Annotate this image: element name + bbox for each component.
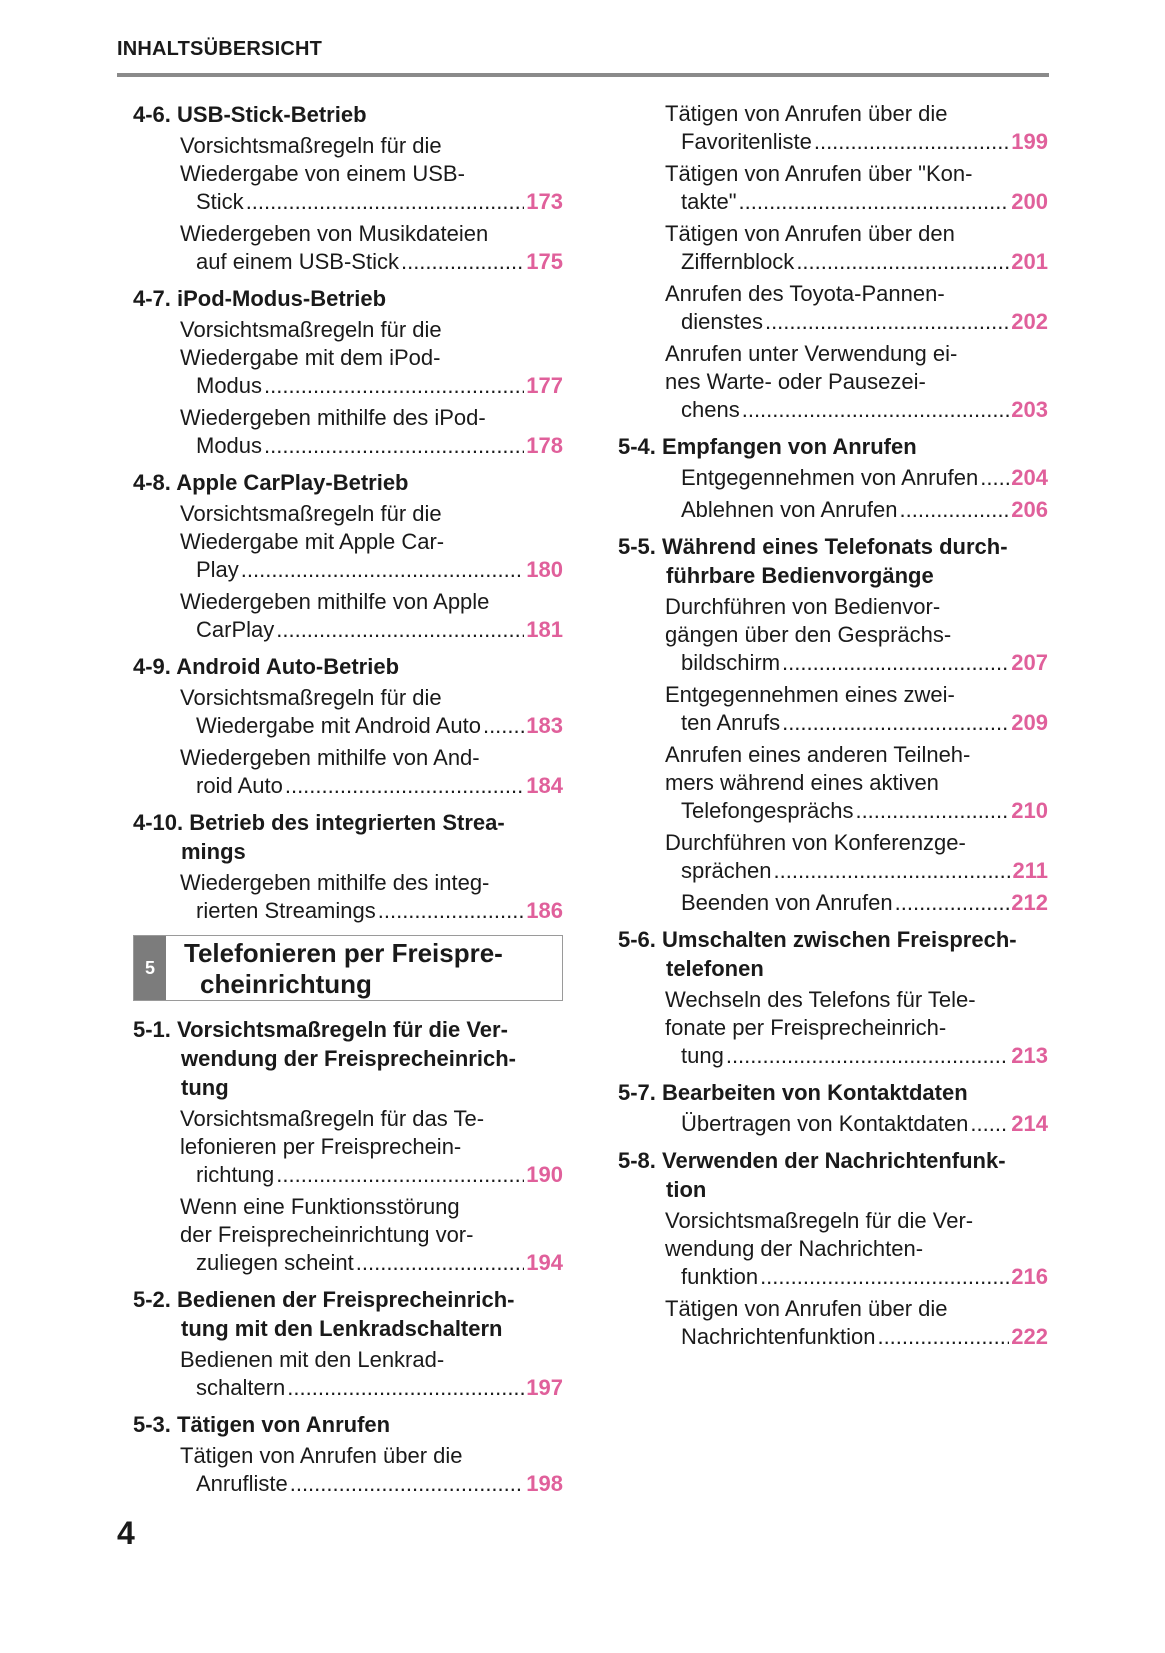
toc-entry[interactable]: [618, 280, 1048, 336]
section-title-line: 5-1. Vorsichtsmaßregeln für die Ver-: [133, 1017, 508, 1042]
leader-dots: [782, 649, 1009, 677]
entry-text: Stick: [196, 189, 244, 214]
toc-entry[interactable]: [133, 588, 563, 644]
toc-entry[interactable]: [618, 496, 1048, 524]
entry-text: Wiedergabe mit Android Auto: [196, 713, 481, 738]
page-number-link[interactable]: 216: [1011, 1264, 1048, 1289]
page-number-link[interactable]: 214: [1011, 1111, 1048, 1136]
entry-text: Beenden von Anrufen: [681, 890, 893, 915]
page-number-link[interactable]: 194: [526, 1250, 563, 1275]
page-number-link[interactable]: 184: [526, 773, 563, 798]
entry-text: Bedienen mit den Lenkrad-: [180, 1347, 445, 1372]
entry-text: Tätigen von Anrufen über den: [665, 221, 955, 246]
section-heading-5-2[interactable]: [133, 1285, 563, 1343]
toc-entry[interactable]: [133, 404, 563, 460]
entry-text: dienstes: [681, 309, 763, 334]
page-number-link[interactable]: 222: [1011, 1324, 1048, 1349]
toc-entry[interactable]: [618, 1207, 1048, 1291]
entry-text: Vorsichtsmaßregeln für die: [180, 317, 442, 342]
entry-text: Vorsichtsmaßregeln für das Te-: [180, 1106, 485, 1131]
entry-text: Favoritenliste: [681, 129, 812, 154]
entry-text: Wiedergeben mithilfe von And-: [180, 745, 480, 770]
page-number-link[interactable]: 190: [526, 1162, 563, 1187]
leader-dots: [483, 712, 524, 740]
section-heading-4-10[interactable]: [133, 808, 563, 866]
entry-text: nes Warte- oder Pausezei-: [665, 369, 926, 394]
entry-text: takte": [681, 189, 737, 214]
toc-entry[interactable]: [133, 316, 563, 400]
header-divider: [117, 73, 1049, 77]
page-number-link[interactable]: 177: [526, 373, 563, 398]
entry-text: Wiedergeben mithilfe des iPod-: [180, 405, 486, 430]
entry-text: Modus: [196, 373, 263, 398]
entry-text: Anrufliste: [196, 1471, 288, 1496]
chapter-title-line: Telefonieren per Freispre-: [184, 938, 503, 968]
section-heading-4-8[interactable]: 4-8. Apple CarPlay-Betrieb: [133, 470, 409, 495]
leader-dots: [774, 857, 1011, 885]
leader-dots: [855, 797, 1009, 825]
leader-dots: [796, 248, 1009, 276]
page-number-link[interactable]: 212: [1011, 890, 1048, 915]
toc-entry[interactable]: [133, 1442, 563, 1498]
entry-text: richtung: [196, 1162, 275, 1187]
toc-entry[interactable]: [133, 132, 563, 216]
toc-entry[interactable]: [133, 744, 563, 800]
entry-text: funktion: [681, 1264, 759, 1289]
toc-entry[interactable]: [133, 1346, 563, 1402]
entry-text: Wenn eine Funktionsstörung: [180, 1194, 460, 1219]
section-heading-5-5[interactable]: [618, 532, 1048, 590]
section-title-line: mings: [181, 839, 246, 864]
toc-entry[interactable]: [618, 986, 1048, 1070]
page-number-link[interactable]: 211: [1012, 858, 1048, 883]
toc-entry[interactable]: [133, 1105, 563, 1189]
entry-text: Wiedergeben mithilfe von Apple: [180, 589, 490, 614]
leader-dots: [739, 188, 1010, 216]
entry-text: Vorsichtsmaßregeln für die: [180, 685, 442, 710]
leader-dots: [765, 308, 1009, 336]
entry-text: fonate per Freisprecheinrich-: [665, 1015, 947, 1040]
entry-text: Anrufen des Toyota-Pannen-: [665, 281, 945, 306]
section-title-line: tung: [181, 1075, 229, 1100]
entry-text: Durchführen von Bedienvor-: [665, 594, 941, 619]
toc-entry[interactable]: [618, 160, 1048, 216]
entry-text: Wiedergabe von einem USB-: [180, 161, 465, 186]
entry-text: Entgegennehmen eines zwei-: [665, 682, 955, 707]
leader-dots: [241, 556, 524, 584]
toc-entry[interactable]: [133, 220, 563, 276]
entry-text: Tätigen von Anrufen über die: [180, 1443, 463, 1468]
entry-text: tung: [681, 1043, 724, 1068]
page-number-link[interactable]: 200: [1011, 189, 1048, 214]
toc-entry[interactable]: [618, 681, 1048, 737]
section-heading-5-1[interactable]: [133, 1015, 563, 1102]
entry-text: roid Auto: [196, 773, 283, 798]
entry-text: rierten Streamings: [196, 898, 376, 923]
page-number-link[interactable]: 203: [1011, 397, 1048, 422]
page-number-link[interactable]: 180: [526, 557, 563, 582]
entry-text: Wiedergabe mit Apple Car-: [180, 529, 445, 554]
section-title-line: wendung der Freisprecheinrich-: [181, 1046, 516, 1071]
leader-dots: [742, 396, 1010, 424]
page-number-link[interactable]: 207: [1011, 650, 1048, 675]
chapter-title-line: cheinrichtung: [200, 969, 372, 999]
page-number-link[interactable]: 197: [526, 1375, 563, 1400]
page-number-link[interactable]: 181: [526, 617, 563, 642]
page-number-link[interactable]: 209: [1011, 710, 1048, 735]
entry-text: wendung der Nachrichten-: [665, 1236, 924, 1261]
section-heading-5-3[interactable]: 5-3. Tätigen von Anrufen: [133, 1412, 391, 1437]
page-number-link[interactable]: 186: [526, 898, 563, 923]
entry-text: Tätigen von Anrufen über die: [665, 1296, 948, 1321]
leader-dots: [276, 616, 524, 644]
section-title-line: 5-5. Während eines Telefonats durch-: [618, 534, 1008, 559]
page-number-link[interactable]: 202: [1011, 309, 1048, 334]
entry-text: Telefongesprächs: [681, 798, 854, 823]
leader-dots: [970, 1110, 1009, 1138]
section-title-line: tion: [666, 1177, 707, 1202]
section-heading-4-7[interactable]: 4-7. iPod-Modus-Betrieb: [133, 286, 387, 311]
page-number: 4: [117, 1515, 135, 1551]
leader-dots: [285, 772, 524, 800]
leader-dots: [877, 1323, 1009, 1351]
section-title-line: 4-10. Betrieb des integrierten Strea-: [133, 810, 505, 835]
leader-dots: [895, 889, 1010, 917]
section-title-line: 5-2. Bedienen der Freisprecheinrich-: [133, 1287, 515, 1312]
leader-dots: [264, 372, 524, 400]
entry-text: Entgegennehmen von Anrufen: [681, 465, 979, 490]
page-number-link[interactable]: 204: [1011, 465, 1048, 490]
entry-text: Vorsichtsmaßregeln für die: [180, 501, 442, 526]
toc-entry[interactable]: [618, 464, 1048, 492]
leader-dots: [264, 432, 524, 460]
toc-entry[interactable]: [133, 500, 563, 584]
leader-dots: [726, 1042, 1009, 1070]
leader-dots: [782, 709, 1009, 737]
entry-text: bildschirm: [681, 650, 781, 675]
chapter-number-tab: 5: [134, 936, 166, 1000]
chapter-heading-box[interactable]: [133, 935, 563, 1001]
section-heading-5-8[interactable]: [618, 1146, 1048, 1204]
leader-dots: [276, 1161, 524, 1189]
section-title-line: 5-6. Umschalten zwischen Freisprech-: [618, 927, 1017, 952]
entry-text: chens: [681, 397, 740, 422]
toc-entry[interactable]: [618, 220, 1048, 276]
toc-entry[interactable]: [133, 1193, 563, 1277]
toc-entry[interactable]: [618, 829, 1048, 885]
toc-entry[interactable]: [618, 1295, 1048, 1351]
entry-text: Durchführen von Konferenzge-: [665, 830, 966, 855]
entry-text: Tätigen von Anrufen über "Kon-: [665, 161, 973, 186]
toc-right-column: [618, 100, 1048, 1355]
page-number-link[interactable]: 175: [526, 249, 563, 274]
toc-entry[interactable]: [133, 684, 563, 740]
leader-dots: [356, 1249, 525, 1277]
toc-entry[interactable]: [618, 889, 1048, 917]
entry-text: mers während eines aktiven: [665, 770, 939, 795]
toc-entry[interactable]: [133, 869, 563, 925]
section-heading-4-9[interactable]: 4-9. Android Auto-Betrieb: [133, 654, 400, 679]
toc-entry[interactable]: [618, 100, 1048, 156]
page-header-title: INHALTSÜBERSICHT: [117, 38, 323, 60]
entry-text: Anrufen eines anderen Teilneh-: [665, 742, 971, 767]
entry-text: Play: [196, 557, 239, 582]
entry-text: ten Anrufs: [681, 710, 781, 735]
toc-entry[interactable]: [618, 593, 1048, 677]
section-title-line: 5-8. Verwenden der Nachrichtenfunk-: [618, 1148, 1006, 1173]
leader-dots: [980, 464, 1009, 492]
page-number-link[interactable]: 213: [1011, 1043, 1048, 1068]
entry-text: gängen über den Gesprächs-: [665, 622, 952, 647]
page-number-link[interactable]: 178: [526, 433, 563, 458]
section-heading-5-6[interactable]: [618, 925, 1048, 983]
leader-dots: [246, 188, 525, 216]
entry-text: Vorsichtsmaßregeln für die: [180, 133, 442, 158]
page-number-link[interactable]: 210: [1011, 798, 1048, 823]
section-heading-5-4[interactable]: 5-4. Empfangen von Anrufen: [618, 434, 917, 459]
entry-text: Wechseln des Telefons für Tele-: [665, 987, 976, 1012]
page-number-link[interactable]: 199: [1011, 129, 1048, 154]
leader-dots: [760, 1263, 1009, 1291]
leader-dots: [401, 248, 524, 276]
entry-text: CarPlay: [196, 617, 275, 642]
entry-text: schaltern: [196, 1375, 286, 1400]
page-number-link[interactable]: 183: [526, 713, 563, 738]
section-heading-5-7[interactable]: 5-7. Bearbeiten von Kontaktdaten: [618, 1080, 968, 1105]
entry-text: sprächen: [681, 858, 772, 883]
entry-text: auf einem USB-Stick: [196, 249, 399, 274]
toc-entry[interactable]: [618, 741, 1048, 825]
page-number-link[interactable]: 201: [1011, 249, 1048, 274]
page-number-link[interactable]: 173: [526, 189, 563, 214]
toc-entry[interactable]: [618, 1110, 1048, 1138]
entry-text: Wiedergabe mit dem iPod-: [180, 345, 441, 370]
leader-dots: [814, 128, 1009, 156]
leader-dots: [900, 496, 1010, 524]
toc-entry[interactable]: [618, 340, 1048, 424]
entry-text: Übertragen von Kontaktdaten: [681, 1111, 969, 1136]
entry-text: lefonieren per Freisprechein-: [180, 1134, 462, 1159]
leader-dots: [290, 1470, 525, 1498]
toc-left-column: [133, 100, 563, 1502]
page-number-link[interactable]: 206: [1011, 497, 1048, 522]
section-title-line: telefonen: [666, 956, 764, 981]
entry-text: Ablehnen von Anrufen: [681, 497, 898, 522]
entry-text: Ziffernblock: [681, 249, 795, 274]
section-heading-4-6[interactable]: 4-6. USB-Stick-Betrieb: [133, 102, 367, 127]
entry-text: Wiedergeben mithilfe des integ-: [180, 870, 490, 895]
entry-text: der Freisprecheinrichtung vor-: [180, 1222, 474, 1247]
leader-dots: [287, 1374, 524, 1402]
entry-text: Wiedergeben von Musikdateien: [180, 221, 489, 246]
entry-text: Vorsichtsmaßregeln für die Ver-: [665, 1208, 974, 1233]
leader-dots: [378, 897, 525, 925]
entry-text: zuliegen scheint: [196, 1250, 354, 1275]
page-number-link[interactable]: 198: [526, 1471, 563, 1496]
entry-text: Tätigen von Anrufen über die: [665, 101, 948, 126]
entry-text: Modus: [196, 433, 263, 458]
section-title-line: tung mit den Lenkradschaltern: [181, 1316, 503, 1341]
entry-text: Nachrichtenfunktion: [681, 1324, 876, 1349]
section-title-line: führbare Bedienvorgänge: [666, 563, 934, 588]
chapter-title: [166, 936, 503, 1000]
entry-text: Anrufen unter Verwendung ei-: [665, 341, 958, 366]
